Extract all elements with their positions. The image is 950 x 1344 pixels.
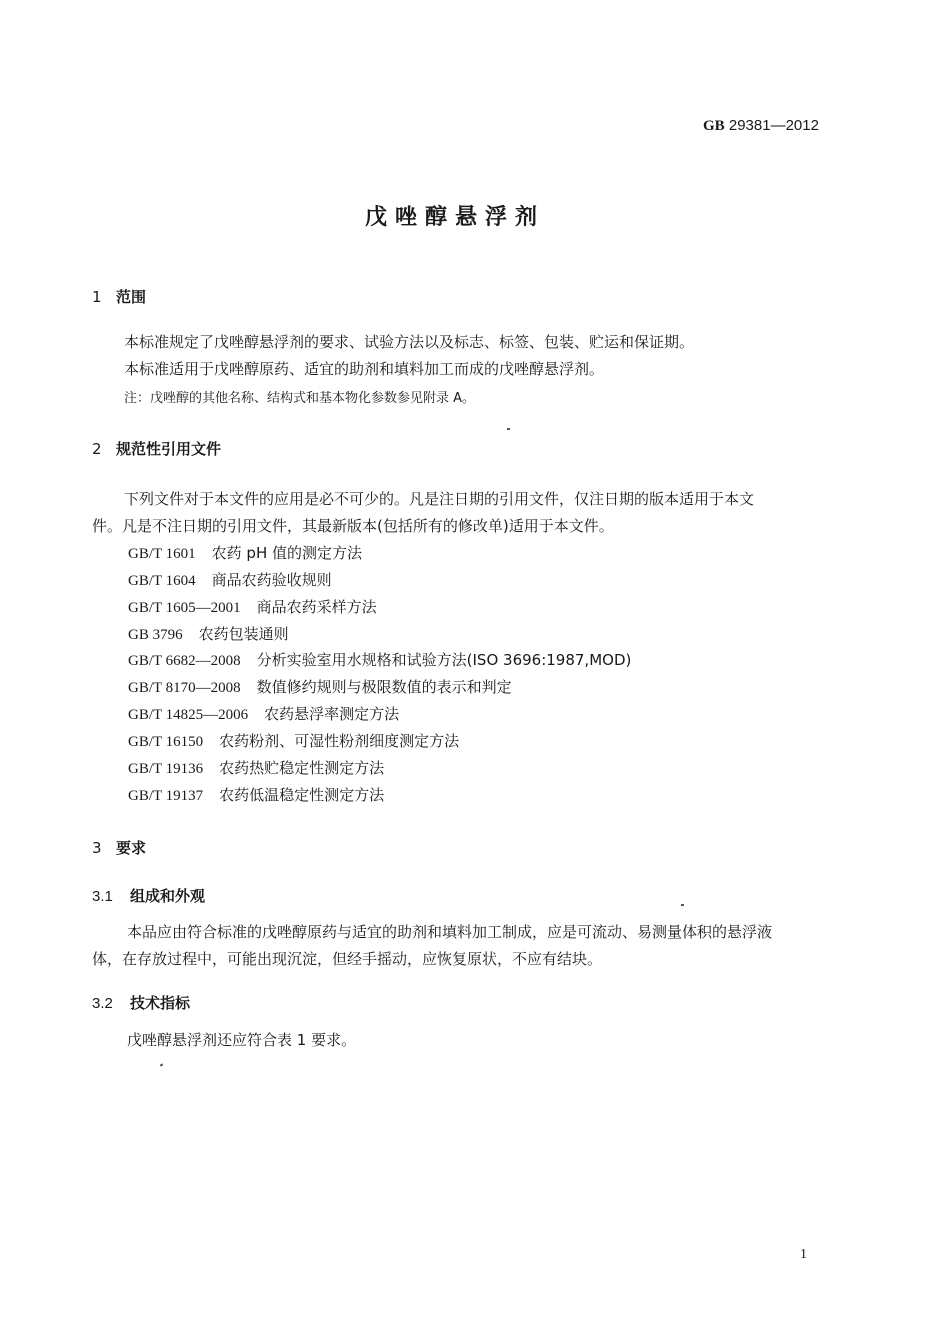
subsection-number: 3.1 (92, 888, 113, 905)
reference-item (128, 676, 512, 697)
section-2-heading (92, 438, 221, 459)
subsection-number: 3.2 (92, 995, 113, 1012)
subsection-title: 组成和外观 (130, 887, 206, 905)
reference-code: GB/T 1604 (128, 573, 196, 589)
section-3-heading (92, 837, 146, 858)
reference-code: GB/T 6682—2008 (128, 653, 241, 669)
section-3-2-line-1: 戊唑醇悬浮剂还应符合表 1 要求。 (127, 1031, 357, 1049)
reference-code: GB/T 19137 (128, 788, 204, 804)
section-1-paragraph-1: 本标准规定了戊唑醇悬浮剂的要求、试验方法以及标志、标签、包装、贮运和保证期。 (124, 333, 695, 351)
standard-code (703, 117, 819, 135)
section-2-intro-line-1: 下列文件对于本文件的应用是必不可少的。凡是注日期的引用文件，仅注日期的版本适用于本文 (124, 490, 755, 508)
section-1-paragraph-2: 本标准适用于戊唑醇原药、适宜的助剂和填料加工而成的戊唑醇悬浮剂。 (124, 360, 605, 378)
reference-item (128, 730, 459, 751)
reference-name: 分析实验室用水规格和试验方法(ISO 3696:1987,MOD) (256, 651, 632, 669)
reference-code: GB 3796 (128, 627, 183, 643)
section-1-note: 注：戊唑醇的其他名称、结构式和基本物化参数参见附录 A。 (124, 391, 476, 406)
reference-item (128, 784, 384, 805)
reference-code: GB/T 8170—2008 (128, 680, 241, 696)
reference-name: 农药 pH 值的测定方法 (211, 544, 362, 562)
reference-name: 数值修约规则与极限数值的表示和判定 (256, 678, 512, 696)
reference-item (128, 623, 289, 644)
reference-name: 商品农药验收规则 (211, 571, 332, 589)
subsection-title: 技术指标 (130, 994, 191, 1012)
reference-code: GB/T 19136 (128, 761, 204, 777)
reference-item (128, 596, 377, 617)
section-number: 2 (92, 440, 102, 458)
reference-name: 农药悬浮率测定方法 (264, 705, 400, 723)
reference-name: 农药包装通则 (198, 625, 289, 643)
standard-number: 29381—2012 (728, 117, 819, 134)
reference-code: GB/T 1601 (128, 546, 196, 562)
section-number: 3 (92, 839, 102, 857)
page-number: 1 (800, 1247, 807, 1262)
section-title: 规范性引用文件 (116, 440, 222, 458)
section-2-intro-line-2: 件。凡是不注日期的引用文件，其最新版本(包括所有的修改单)适用于本文件。 (92, 517, 614, 535)
document-title: 戊唑醇悬浮剂 (364, 205, 545, 230)
section-1-heading (92, 286, 146, 307)
standard-prefix: GB (703, 118, 725, 134)
reference-item (128, 569, 332, 590)
reference-name: 农药粉剂、可湿性粉剂细度测定方法 (219, 732, 460, 750)
scan-speck (160, 1063, 164, 1066)
reference-item (128, 757, 384, 778)
section-3-1-line-2: 体，在存放过程中，可能出现沉淀，但经手摇动，应恢复原状，不应有结块。 (92, 950, 603, 968)
reference-code: GB/T 14825—2006 (128, 707, 249, 723)
reference-name: 农药低温稳定性测定方法 (219, 786, 385, 804)
reference-item (128, 649, 631, 670)
section-3-1-line-1: 本品应由符合标准的戊唑醇原药与适宜的助剂和填料加工制成，应是可流动、易测量体积的悬浮液 (127, 923, 773, 941)
section-number: 1 (92, 288, 102, 306)
reference-code: GB/T 1605—2001 (128, 600, 241, 616)
section-3-1-heading (92, 885, 205, 906)
scan-speck (681, 904, 684, 906)
reference-item (128, 542, 362, 563)
section-title: 要求 (116, 839, 147, 857)
section-3-2-heading (92, 992, 190, 1013)
scan-speck (507, 428, 510, 430)
section-title: 范围 (116, 288, 147, 306)
reference-code: GB/T 16150 (128, 734, 204, 750)
reference-item (128, 703, 399, 724)
reference-name: 农药热贮稳定性测定方法 (219, 759, 385, 777)
reference-name: 商品农药采样方法 (256, 598, 377, 616)
